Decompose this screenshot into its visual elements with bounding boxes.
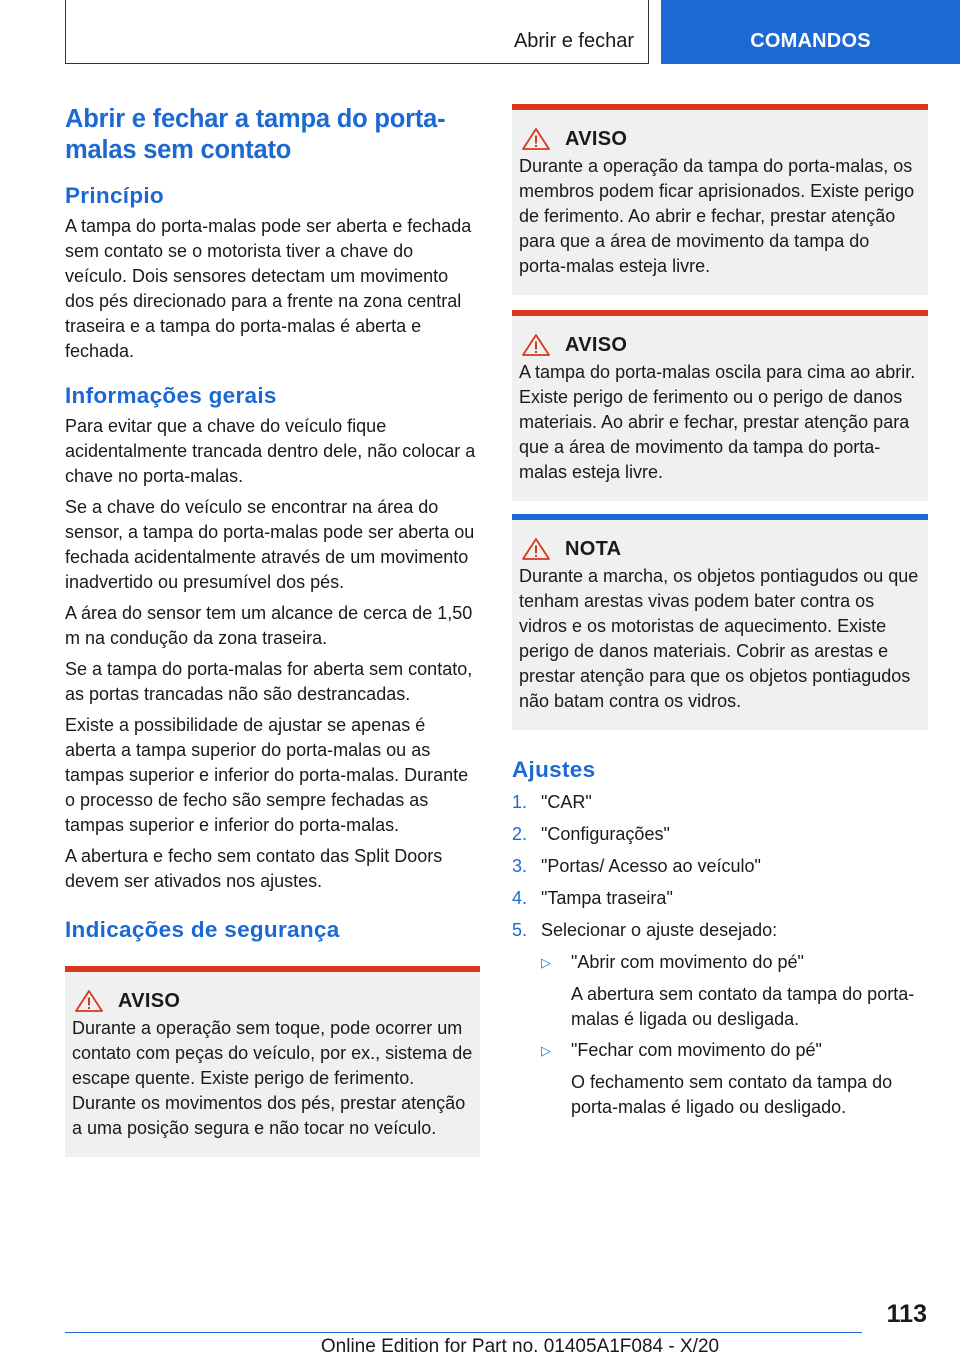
heading-principio: Princípio — [65, 183, 164, 208]
info-paragraph: Se a chave do veículo se encontrar na área do sensor, a tampa do porta-malas pode ser aberta ou fechada acidentalmente através de um movimento inadvertido ou presumível dos pés. — [65, 497, 475, 592]
note-header — [519, 536, 921, 562]
step-number: 3. — [512, 856, 528, 876]
step-number: 4. — [512, 888, 528, 908]
warning-text: Durante a operação da tampa do porta-malas, os membros podem ficar aprisionados. Existe perigo de ferimento. Ao abrir e fechar, prestar atenção para que a área de movimento da tampa do porta-malas esteja livre. — [519, 156, 915, 276]
note-box — [512, 514, 928, 730]
header-chapter-tab — [661, 0, 960, 64]
warning-header — [519, 332, 921, 358]
step-text: "Tampa traseira" — [541, 888, 673, 908]
warning-box — [65, 966, 480, 1157]
step-text: Selecionar o ajuste desejado: — [541, 920, 778, 940]
warning-title: AVISO — [118, 989, 181, 1012]
warning-title: AVISO — [565, 127, 628, 150]
triangle-bullet-icon: ▷ — [541, 1043, 551, 1058]
step-item — [512, 790, 928, 815]
footer-divider — [65, 1332, 862, 1333]
step-number: 5. — [512, 920, 528, 940]
left-column — [65, 104, 480, 1157]
warning-triangle-icon — [521, 127, 551, 151]
step-number: 2. — [512, 824, 528, 844]
header-section-title: Abrir e fechar — [513, 30, 634, 52]
step-item — [512, 886, 928, 911]
right-column — [512, 104, 928, 1126]
option-item — [512, 950, 928, 975]
warning-triangle-icon — [521, 333, 551, 357]
triangle-bullet-icon: ▷ — [541, 955, 551, 970]
step-number: 1. — [512, 792, 528, 812]
step-text: "Portas/ Acesso ao veículo" — [541, 856, 761, 876]
header-frame — [65, 0, 649, 64]
heading-indicacoes-seguranca: Indicações de segurança — [65, 917, 340, 942]
warning-box — [512, 104, 928, 295]
page-number: 113 — [886, 1300, 927, 1328]
option-item — [512, 1038, 928, 1063]
warning-text: A tampa do porta-malas oscila para cima ao abrir. Existe perigo de ferimento ou o perigo de danos materiais. Ao abrir e fechar, prestar atenção para que a área de movimento da tampa do porta-malas esteja livre. — [519, 362, 916, 482]
step-item — [512, 918, 928, 943]
footer-edition: Online Edition for Part no. 01405A1F084 - X/20 — [320, 1336, 720, 1357]
heading-informacoes-gerais: Informações gerais — [65, 383, 277, 408]
step-item — [512, 822, 928, 847]
info-paragraph: Existe a possibilidade de ajustar se apenas é aberta a tampa superior do porta-malas ou as tampas superior e inferior do porta-malas. Durante o processo de fecho são sempre fechadas as tampas superior e inferior do porta-malas. — [65, 715, 469, 835]
info-paragraph: Se a tampa do porta-malas for aberta sem contato, as portas trancadas não são destrancadas. — [65, 659, 473, 704]
page-title: Abrir e fechar a tampa do porta-malas sem contato — [65, 105, 446, 164]
warning-title: AVISO — [565, 333, 628, 356]
principio-text: A tampa do porta-malas pode ser aberta e fechada sem contato se o motorista tiver a chave do veículo. Dois sensores detectam um movimento dos pés direcionado para a frente na zona central traseira e a tampa do porta-malas é aberta e fechada. — [65, 216, 472, 361]
warning-header — [519, 126, 921, 152]
option-description: O fechamento sem contato da tampa do porta-malas é ligado ou desligado. — [571, 1072, 893, 1117]
step-text: "Configurações" — [541, 824, 670, 844]
option-label: "Abrir com movimento do pé" — [571, 952, 804, 972]
header-chapter-label: COMANDOS — [750, 30, 871, 52]
note-text: Durante a marcha, os objetos pontiagudos ou que tenham arestas vivas podem bater contra os vidros e os motoristas de aquecimento. Existe perigo de danos materiais. Cobrir as arestas e prestar atenção para que os objetos pontiagudos não batam contra os vidros. — [519, 566, 919, 711]
warning-box — [512, 310, 928, 501]
warning-text: Durante a operação sem toque, pode ocorrer um contato com peças do veículo, por ex., sistema de escape quente. Existe perigo de ferimento. Durante os movimentos dos pés, prestar atenção a uma posição segura e não tocar no veículo. — [72, 1018, 473, 1138]
step-item — [512, 854, 928, 879]
info-paragraph: Para evitar que a chave do veículo fique acidentalmente trancada dentro dele, não colocar a chave no porta-malas. — [65, 416, 476, 486]
heading-ajustes: Ajustes — [512, 757, 596, 782]
note-title: NOTA — [565, 537, 622, 560]
warning-triangle-icon — [74, 989, 104, 1013]
step-text: "CAR" — [541, 792, 592, 812]
info-paragraph: A área do sensor tem um alcance de cerca de 1,50 m na condução da zona traseira. — [65, 603, 473, 648]
info-paragraph: A abertura e fecho sem contato das Split Doors devem ser ativados nos ajustes. — [65, 846, 443, 891]
warning-triangle-icon — [521, 537, 551, 561]
warning-header — [72, 988, 473, 1014]
option-description: A abertura sem contato da tampa do porta-malas é ligada ou desligada. — [571, 984, 915, 1029]
option-label: "Fechar com movimento do pé" — [571, 1040, 822, 1060]
